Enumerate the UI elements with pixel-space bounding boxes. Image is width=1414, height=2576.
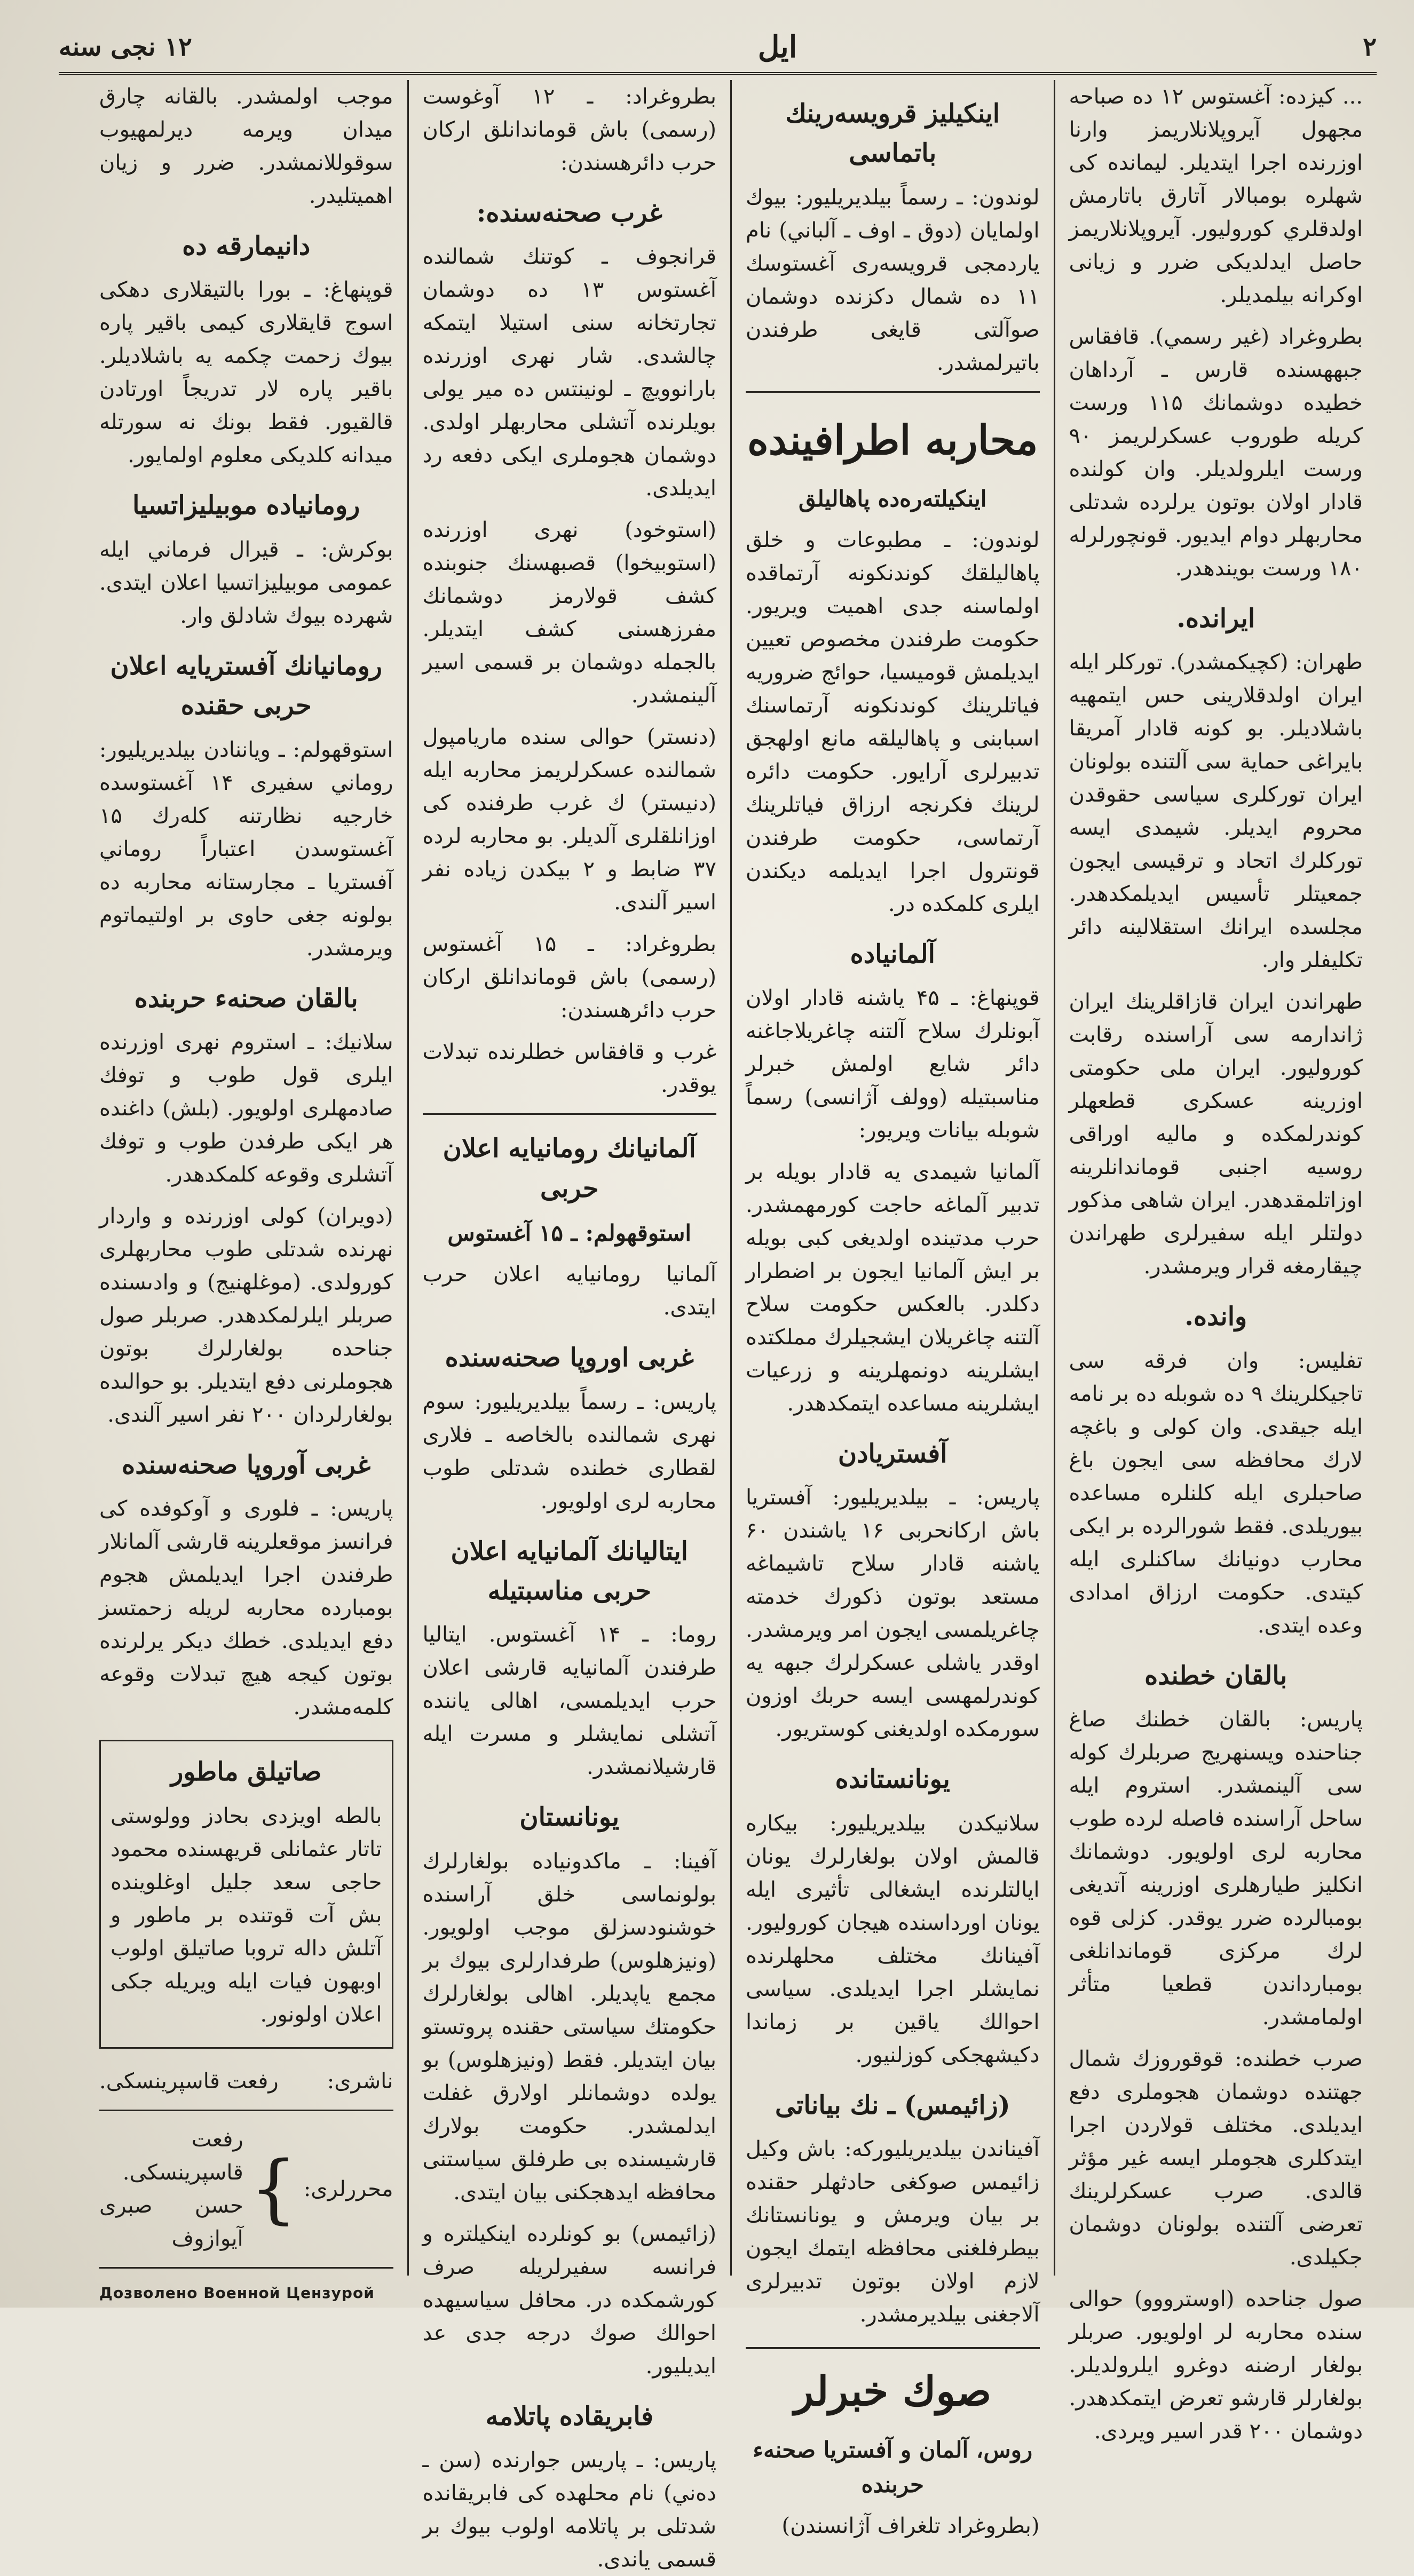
major-heading: محاربه اطرافينده [747,416,1038,464]
divider [423,1113,717,1115]
divider [99,2110,393,2111]
editor-name: حسن صبرى آيوازوف [99,2193,243,2251]
ad-title: صاتيلق ماطور [171,1757,322,1787]
issue-number: ۱۲ نجى سنه [59,31,192,62]
paragraph: طهران: (كچيكمشدر). توركلر ايله ايران اولدقلارينى حس ايتمهيه باشلاديلر. بو كونه قادار آمريقا بايراغى حماية سى آلتنده بولونان ايران توركلرى سياسى حقوقدن محروم ايديلر. شيمدى ايسه توركلرك اتحاد و ترقيسى ايجون جمعيتلر تأسيس ايديلمكدهدر. مجلسده ايرانك استقلالينه دائر تكليفلر وار. [1069,650,1363,973]
brace-icon: } [249,2145,297,2232]
section-heading: غرب صحنەسندە: [476,198,662,228]
paragraph: (دنستر) حوالى سنده ماريامپول شمالنده عسكرلريمز محاربه ايله (دنيستر) ك غرب طرفنده كى اوزانلقلرى آلديلر. بو محاربه لرده ۳۷ ضابط و ۲ بيكدن زياده نفر اسير آلندى. [422,725,717,915]
section-heading: غربى اوروپا صحنەسندە [445,1343,694,1373]
sub-heading: اينكيلتەرەده پاهاليلق [799,485,987,512]
paragraph: (زائيمس) بو كونلرده اينكيلتره و فرانسه سفيرلريله صرف كورشمكده در. محافل سياسيهده احوالك صوك درجه جدى عد ايديليور. [422,2221,716,2379]
ad-text: بالطه اويزدى بحادز وولوستى تاتار عثمانلى قريهسنده محمود حاجى سعد جليل اوغلوينده بش آت قوتنده بر ماطور و آتلش داله تروبا صاتيلق اولوب اوبهون فيات ايله ويريله جكى اعلان اولونور. [110,1803,382,2027]
paragraph: آفيناندن بيلديريليوركه: باش وكيل زائيمس صوكغى حادثهلر حقنده بر بيان ويرمش و يونانستانك بيطرفلغنى محافظه ايتمك ايجون لازم اولان بوتون تدبيرلرى آلاجغنى بيلديرمشدر. [746,2137,1040,2327]
section-heading: (زائيمس) ـ نك بياناتى [775,2090,1010,2120]
column-1 [1054,80,1377,2444]
censor-note: Дозволено Военной Цензурой [99,2284,375,2302]
paragraph: تفليس: وان فرقه سى تاجيكلرينك ۹ ده شوبله ده بر نامه ايله جيقدى. وان كولى و باغچه لارك محافظه سى ايجون باغ صاحبلرى ايله كلنلره مساعده بيوريلدى. فقط شورالرده بر ايكى محارب دونيانك ساكنلرى ايله كيتدى. حكومت ارزاق امدادى وعده ايتدى. [1069,1348,1363,1638]
paragraph: آلمانيا شيمدى يه قادار بويله بر تدبير آلماغه حاجت كورمهمشدر. حرب مدتينده اولديغى كبى بويله بر ايش آلمانيا ايجون بر اضطرار دكلدر. بالعكس حكومت سلاح آلتنه چاغريلان ايشجيلرك مملكتده ايشلرينه دونمهلرينه و زرعيات ايشلرينه مساعده ايتمكدهدر. [746,1160,1040,1416]
imprint [99,2065,393,2304]
major-heading: صوك خبرلر [746,2347,1040,2423]
paragraph: پاريس: ـ رسماً بيلديريليور: سوم نهرى شمالنده بالخاصه ـ فلارى لقطارى خطنده شدتلى طوب محاربه لرى اولويور. [422,1389,716,1513]
sub-heading: استوقهولم: ـ ۱۵ آغستوس [447,1220,692,1247]
paragraph: آفينا: ـ ماكدونياده بولغارلرك بولونماسى خلق آراسنده خوشنودسزلق موجب اولويور. (ونيزهلوس) طرفدارلرى بيوك بر مجمع ياپديلر. اهالى بولغارلرك حكومتك سياستى حقنده پروتستو بيان ايتديلر. فقط (ونيزهلوس) بو يولده دوشمانلر اولارق غفلت ايدلمشدر. حكومت بولارك قارشيسنده بى طرفلق سياستنى محافظه ايدهجكنى بيان ايتدى. [422,1849,716,2205]
paragraph: صول جناحده (اوسترووو) حوالى سنده محاربه لر اولويور. صربلر بولغار ارضنه دوغرو ايلرولديلر. بولغارلر قارشو تعرض ايتمكدهدر. دوشمان ۲۰۰ قدر اسير ويردى. [1069,2287,1363,2444]
section-heading: ايتاليانك آلمانيايه اعلان حربى مناسبتيله [451,1536,689,1606]
section-heading: رومانيانك آفستريايه اعلان حربى حقنده [110,651,382,721]
publisher-name: رفعت قاسپرينسكى. [99,2068,279,2094]
section-heading: فابريقاده پاتلامه [485,2401,653,2431]
paragraph: ... كيزده: آغستوس ۱۲ ده صباحه مجهول آيروپلانلاريمز وارنا اوزرنده اجرا ايتديلر. ليمانده كى شهلره بومبالار آتارق باتارمش اولدقلري كوروليور. آيروپلانلاريمز حاصل ايدلديكى ضرر و زيانى اوكرانه بيلمديلر. [1069,84,1363,307]
paragraph: استوقهولم: ـ وياننادن بيلديريليور: روماني سفيرى ۱۴ آغستوسده خارجيه نظارتنه كلەرك ۱۵ آغستوسدن اعتباراً روماني آفستريا ـ مجارستانه محاربه ده بولونه جغى حاوى بر اولتيماتوم ويرمشدر. [99,737,393,961]
paragraph: قوپنهاغ: ـ ۴۵ ياشنه قادار اولان آبونلرك سلاح آلتنه چاغريلاجاغنه دائر شايع اولمش خبرلر مناسبتيله (وولف آژانسى) رسماً شوبله بيانات ويريور: [746,986,1040,1143]
paragraph: پاريس: بالقان خطنك صاغ جناحنده ويسنهريج صربلرك كوله سى آلينمشدر. استروم ايله ساحل آراسنده فاصله لرده طوب محاربه لرى اولويور. دوشمانك انكليز طيارهلرى اوزرينه آتديغى بومبالرده ضرر يوقدر. كزلى قوه لرك مركزى قوماندانلغى بومبارداندن قطعيا متأثر اولمامشدر. [1069,1707,1363,2030]
column-4 [85,80,407,2302]
column-3 [407,80,731,2572]
publisher-line [99,2065,393,2098]
paragraph: طهراندن ايران قازاقلرينك ايران ژاندارمه سى آراسنده رقابت كوروليور. ايران ملى حكومتى اوزرينه عسكرى قطعهلر كوندرلمكده و ماليه اوراقى روسيه اجنبى قوماندانلرينه اوزاتلمقدهدر. ايران شاهى مذكور دولتلر ايله سفيرلرى طهراندن چيقارمغه قرار ويرمشدر. [1069,989,1363,1279]
section-heading: آفستريادن [838,1439,947,1469]
paragraph: سلانيك: ـ استروم نهرى اوزرنده ايلرى قول طوب و توفك صادمهلرى اولويور. (بلش) داغنده هر ايكى طرفدن طوب و توفك آتشلرى وقوعه كلمكدهدر. [99,1029,393,1187]
paragraph: لوندون: ـ رسماً بيلديريليور: بيوك اولمايان (دوق ـ اوف ـ آلباني) نام ياردمجى قرويسەرى آغستوسك ۱۱ ده شمال دكزنده دوشمان صوآلتى قايغى طرفندن باتيرلمشدر. [746,185,1040,375]
section-heading: اينكيليز قرويسەرينك باتماسى [785,99,1000,169]
section-heading: دانيمارقه ده [182,231,311,261]
newspaper-title: ايل [757,29,797,65]
section-heading: ايرانده. [1176,604,1255,633]
paragraph: پاريس: ـ فلورى و آوكوفده كى فرانسز موقعلرينه قارشى آلمانلار طرفندن اجرا ايديلمش هجوم بومبارده محاربه لريله زحمتسز دفع ايديلدى. خطك ديكر يرلرنده بوتون كيجه هيچ تبدلات وقوعه كلمەمشدر. [99,1496,393,1720]
paragraph: (دويران) كولى اوزرنده و واردار نهرنده شدتلى طوب محاربهلرى كورولدى. (موغلهنيج) و وادىسنده صربلر ايلرلمكدهدر. صربلر صول جناحده بولغارلرك بوتون هجوملرنى دفع ايتديلر. بو حوالىده بولغارلردان ۲۰۰ نفر اسير آلندى. [99,1203,393,1427]
section-heading: يونانستانده [835,1764,950,1795]
editors-list [99,2123,243,2255]
divider [99,2267,393,2269]
section-heading: غربى آوروپا صحنەسندە [122,1449,371,1480]
paragraph: صرب خطنده: قوقوروزك شمال جهتنده دوشمان هجوملرى دفع ايديلدى. مختلف قولاردن اجرا ايتدكلرى هجوملر ايسه غير مؤثر قالدى. صرب عسكرلرينك تعرضى آلتنده بولونان دوشمان جكيلدى. [1069,2047,1363,2270]
masthead [59,21,1377,75]
paragraph: بطروغراد: ـ ۱۲ آوغوست (رسمى) باش قوماندانلق اركان حرب دائرهسندن: [422,84,716,175]
paragraph: پاريس: ـ پاريس جوارنده (سن ـ دەني) نام محلهده كى فابريقانده شدتلى بر پاتلامه اولوب بيوك بر قسمى ياندى. [422,2448,716,2572]
paragraph: غرب و قافقاس خطلرنده تبدلات يوقدر. [422,1040,716,1098]
paragraph: پاريس: ـ بيلديريليور: آفستريا باش اركانحربى ۱۶ ياشندن ۶۰ ياشنه قادار سلاح تاشيماغه مستعد بوتون ذكورك خدمته چاغريلمسى ايجون امر ويرمشدر. اوقدر ياشلى عسكرلرك جبهه يه كوندرلمهسى ايسه حربك اوزون سورمكده اولديغنى كوستريور. [746,1485,1040,1742]
section-heading: آلمانياده [850,939,935,969]
section-heading: رومانياده موبيليزاتسيا [132,490,360,521]
section-heading: يونانستان [519,1802,620,1833]
sub-heading: روس، آلمان و آفستريا صحنەء حربنده [753,2437,1033,2498]
paragraph: لوندون: ـ مطبوعات و خلق پاهاليلقك كوندنكونه آرتماقده اولماسنه جدى اهميت ويريور. حكومت طرفندن مخصوص تعيين ايديلمش قوميسيا، حوائج ضروريه فياتلرينك كوندنكونه آرتماسنك اسبابنى و پاهاليلقه مانع اولهجق تدبيرلرى آرايور. حكومت دائره لرينك فكرنجه ارزاق فياتلرينك آرتماسى، حكومت طرفندن قونترول اجرا ايديلمه ديكندن ايلرى كلمكده در. [746,527,1040,916]
divider [746,391,1040,393]
paragraph: بطروغراد (غير رسمي). قافقاس جبههسنده قارس ـ آرداهان خطيده دوشمانك ۱۱۵ ورست كريله طوروب عسكرلريمز ۹۰ ورست ايلرولديلر. وان كولنده قادار اولان بوتون يرلرده شدتلى محاربهلر دوام ايديور. قونچورلرله ۱۸۰ ورست بويندهدر. [1069,324,1363,581]
page-number: ۲ [1363,31,1377,62]
section-heading: بالقان خطنده [1144,1660,1287,1691]
paragraph: قرانجوف ـ كوتنك شمالنده آغستوس ۱۳ ده دوشمان تجارتخانه سنى استيلا ايتمكه چالشدى. شار نهرى اوزرنده بارانوويچ ـ لونينتس ده مير يولى بويلرنده آتشلى محاربهلر اولدى. دوشمان هجوملرى ايكى دفعه رد ايديلدى. [422,244,717,501]
columns [85,80,1377,2572]
editor-name: رفعت قاسپرينسكى. [122,2127,243,2185]
paragraph: (بطروغراد تلغراف آژانسندن) [781,2514,1040,2539]
editors-label: محررلرى: [303,2176,393,2201]
column-2 [730,80,1054,2539]
paragraph: سلانيكدن بيلديريليور: بيكاره قالمش اولان بولغارلرك يونان ايالتلرنده ايشغالى تأثيرى ايله يونان اورداسنده هيجان كوروليور. آفينانك مختلف محلهلرنده نمايشلر اجرا ايديلدى. سياسى احوالك ياقين بر زماندا دكيشهجكى كوزلنيور. [746,1811,1040,2067]
section-heading: بالقان صحنەء حربنده [134,983,358,1013]
paragraph: قوپنهاغ: ـ بورا بالتيقلارى دهكى اسوج قايقلارى كيمى باقير پاره بيوك زحمت چكمه يه باشلاديلر. باقير پاره لار تدريجاً اورتادن قالقيور. فقط بونك نه سورتله ميدانه كلديكى معلوم اولمايور. [99,278,393,468]
paragraph: (استوخود) نهرى اوزرنده (استوبيخوا) قصبهسنك جنوبنده كشف قولارمز دوشمانك مفرزهسنى كشف ايتديلر. بالجمله دوشمان بر قسمى اسير آلينمشدر. [422,518,716,708]
paragraph: بوكرش: ـ قيرال فرماني ايله عمومى موبيليزاتسيا اعلان ايتدى. شهرده بيوك شادلق وار. [99,537,393,628]
classified-ad [99,1740,393,2048]
section-heading: آلمانيانك رومانيايه اعلان حربى [443,1134,696,1203]
paragraph: روما: ـ ۱۴ آغستوس. ايتاليا طرفندن آلمانيايه قارشى اعلان حرب ايديلمسى، اهالى ياننده آتشلى نمايشلر و مسرت ايله قارشيلانمشدر. [422,1622,716,1780]
publisher-label: ناشرى: [327,2068,393,2094]
paragraph: بطروغراد: ـ ۱۵ آغستوس (رسمى) باش قوماندانلق اركان حرب دائرهسندن: [422,932,717,1023]
paragraph: موجب اولمشدر. بالقانه چارق ميدان ويرمه ديرلمهيوب سوقوللانمشدر. ضرر و زيان اهميتليدر. [99,84,393,208]
paragraph: آلمانيا رومانيايه اعلان حرب ايتدى. [422,1262,716,1320]
section-heading: وانده. [1184,1302,1247,1332]
editors-block [99,2123,393,2255]
